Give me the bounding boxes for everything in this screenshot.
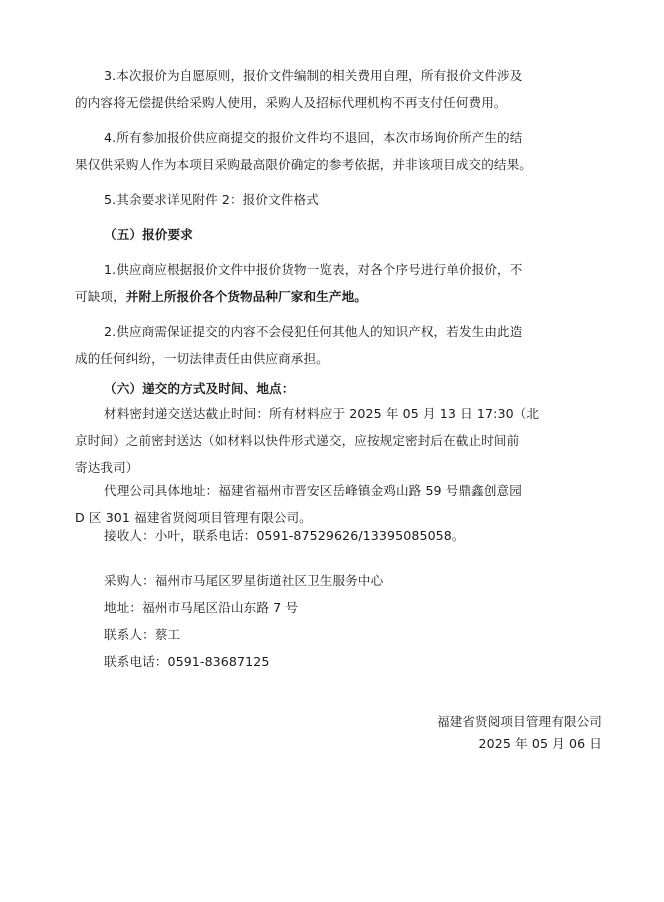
notice-item-5 xyxy=(104,186,319,213)
purchaser-address: 地址：福州市马尾区沿山东路 7 号 xyxy=(104,600,299,615)
text-line: 材料密封递交送达截止时间：所有材料应于 2025 年 05 月 13 日 17:30（北 xyxy=(104,406,540,421)
text-line: 5.其余要求详见附件 2：报价文件格式 xyxy=(104,192,319,207)
text-line: 2.供应商需保证提交的内容不会侵犯任何其他人的知识产权，若发生由此造 xyxy=(104,324,523,339)
receiver-contact: 接收人：小叶，联系电话：0591-87529626/13395085058。 xyxy=(104,528,465,543)
notice-item-3 xyxy=(75,62,523,116)
section-heading-submission: （六）递交的方式及时间、地点： xyxy=(104,381,295,396)
text-line: 果仅供采购人作为本项目采购最高限价确定的参考依据，并非该项目成交的结果。 xyxy=(75,157,532,172)
purchaser-contact: 联系人：蔡工 xyxy=(104,627,181,642)
text-line: D 区 301 福建省贤阅项目管理有限公司。 xyxy=(75,510,312,525)
signature-date: 2025 年 05 月 06 日 xyxy=(478,736,602,751)
purchaser-phone: 联系电话：0591-83687125 xyxy=(104,654,270,669)
text-line: 4.所有参加报价供应商提交的报价文件均不退回，本次市场询价所产生的结 xyxy=(104,130,523,145)
text-line: 寄达我司） xyxy=(75,460,139,475)
quote-requirement-1 xyxy=(75,256,523,310)
section-heading-quote-requirements: （五）报价要求 xyxy=(104,227,193,242)
text-line: 成的任何纠纷，一切法律责任由供应商承担。 xyxy=(75,351,329,366)
text-line: 京时间）之前密封送达（如材料以快件形式递交，应按规定密封后在截止时间前 xyxy=(75,433,520,448)
purchaser-name: 采购人：福州市马尾区罗星街道社区卫生服务中心 xyxy=(104,573,384,588)
submission-deadline xyxy=(75,400,540,481)
notice-item-4 xyxy=(75,124,532,178)
text-line: 3.本次报价为自愿原则，报价文件编制的相关费用自理，所有报价文件涉及 xyxy=(104,68,523,83)
text-line: 的内容将无偿提供给采购人使用，采购人及招标代理机构不再支付任何费用。 xyxy=(75,95,507,110)
text-normal: 可缺项， xyxy=(75,289,126,304)
text-bold-emphasis: 并附上所报价各个货物品种厂家和生产地。 xyxy=(125,289,367,304)
signature-company: 福建省贤阅项目管理有限公司 xyxy=(436,714,602,729)
text-line: 1.供应商应根据报价文件中报价货物一览表，对各个序号进行单价报价，不 xyxy=(104,262,523,277)
quote-requirement-2 xyxy=(75,318,523,372)
text-line: 代理公司具体地址：福建省福州市晋安区岳峰镇金鸡山路 59 号鼎鑫创意园 xyxy=(104,483,522,498)
text-line xyxy=(75,283,522,310)
